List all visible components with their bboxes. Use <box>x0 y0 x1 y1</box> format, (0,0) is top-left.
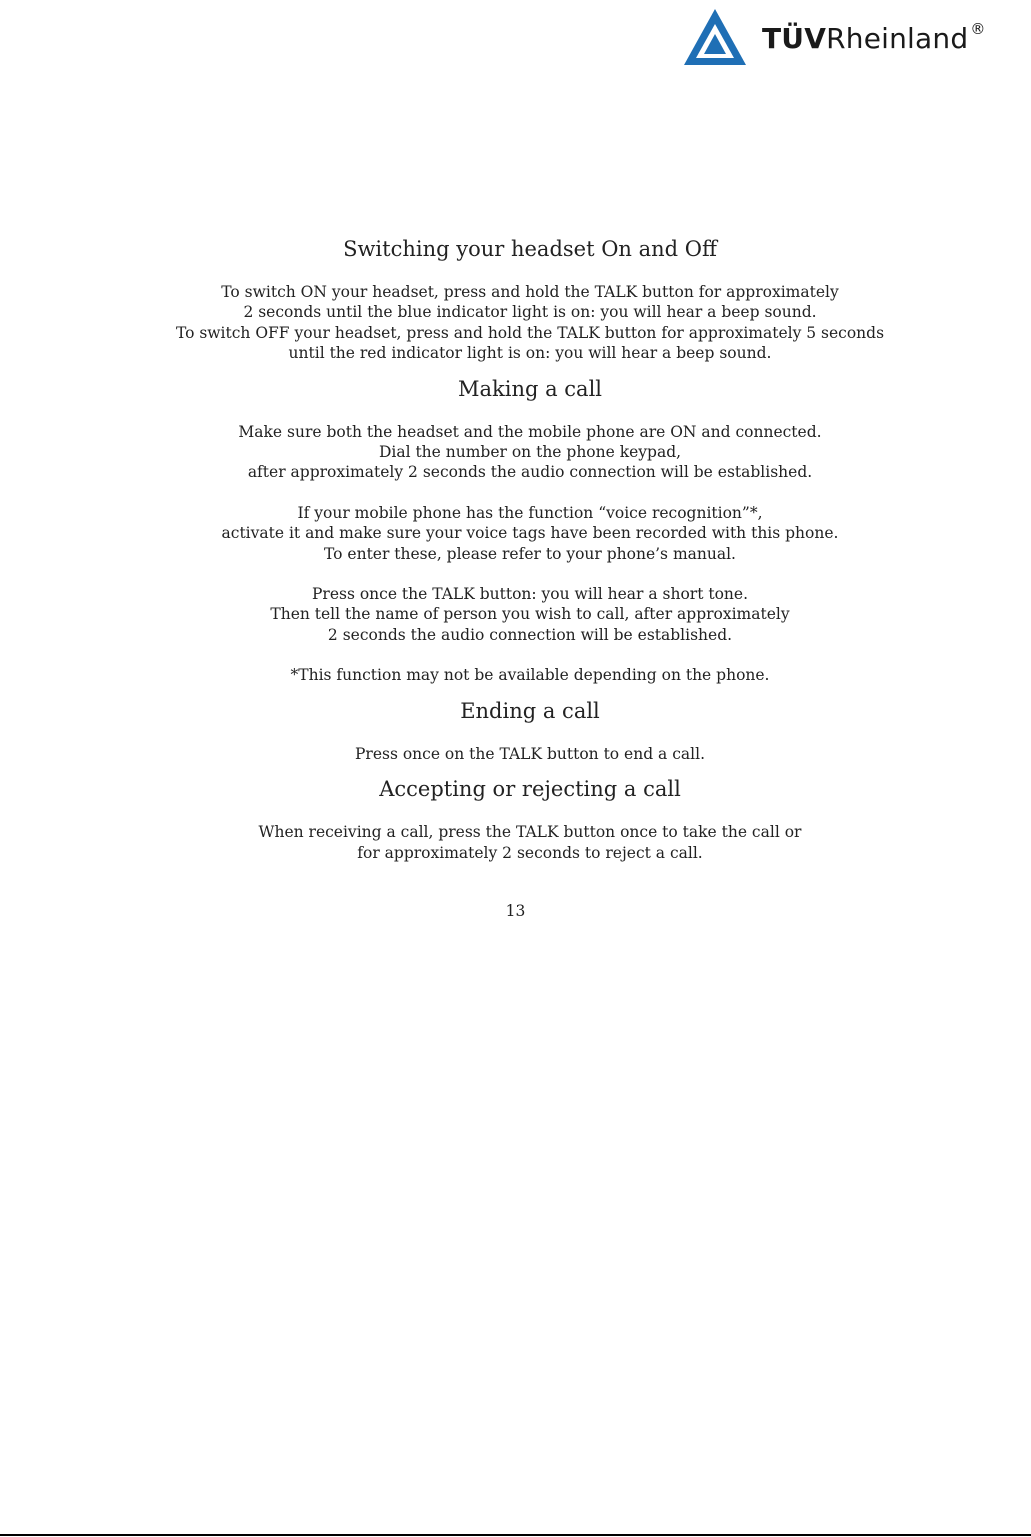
making-call-paragraph-2 <box>160 503 900 564</box>
ending-call-paragraph <box>160 744 900 764</box>
making-call-paragraph-1 <box>160 422 900 483</box>
registered-mark: ® <box>970 19 986 38</box>
text-line: activate it and make sure your voice tags have been recorded with this phone. <box>221 524 839 543</box>
footnote-voice-recognition <box>160 665 900 685</box>
text-line: To switch OFF your headset, press and hold the TALK button for approximately 5 seconds <box>175 323 885 342</box>
text-line: *This function may not be available depending on the phone. <box>290 666 770 685</box>
section-heading-ending-call: Ending a call <box>460 698 600 723</box>
logo-brand-regular: Rheinland <box>826 21 969 55</box>
text-line: If your mobile phone has the function “voice recognition”*, <box>297 503 763 522</box>
accepting-rejecting-paragraph <box>160 822 900 863</box>
logo-wordmark <box>762 20 986 55</box>
section-heading-switching: Switching your headset On and Off <box>343 237 717 261</box>
text-line: Press once on the TALK button to end a call. <box>354 744 705 763</box>
section-heading-making-call: Making a call <box>457 376 603 401</box>
logo-brand-bold: TÜV <box>762 21 827 55</box>
bottom-divider <box>0 1534 1031 1536</box>
switching-paragraph <box>160 282 900 364</box>
making-call-paragraph-3 <box>160 584 900 645</box>
text-line: Press once the TALK button: you will hear a short tone. <box>311 585 748 604</box>
page-number: 13 <box>505 902 526 920</box>
text-line: To switch ON your headset, press and hold the TALK button for approximately <box>221 283 839 301</box>
text-line: 2 seconds until the blue indicator light is on: you will hear a beep sound. <box>243 303 817 322</box>
section-heading-accepting-rejecting: Accepting or rejecting a call <box>379 777 681 802</box>
text-line: for approximately 2 seconds to reject a call. <box>357 843 703 862</box>
text-line: Then tell the name of person you wish to call, after approximately <box>270 605 790 624</box>
text-line: until the red indicator light is on: you will hear a beep sound. <box>288 344 772 363</box>
text-line: Make sure both the headset and the mobile phone are ON and connected. <box>238 422 822 441</box>
manual-content <box>160 234 900 863</box>
text-line: after approximately 2 seconds the audio connection will be established. <box>247 463 813 482</box>
text-line: To enter these, please refer to your phone’s manual. <box>324 544 736 563</box>
text-line: 2 seconds the audio connection will be established. <box>327 625 733 644</box>
tuv-rheinland-logo <box>682 6 1012 68</box>
text-line: When receiving a call, press the TALK button once to take the call or <box>258 823 802 842</box>
tuv-triangle-icon <box>682 7 748 67</box>
text-line: Dial the number on the phone keypad, <box>378 443 682 462</box>
